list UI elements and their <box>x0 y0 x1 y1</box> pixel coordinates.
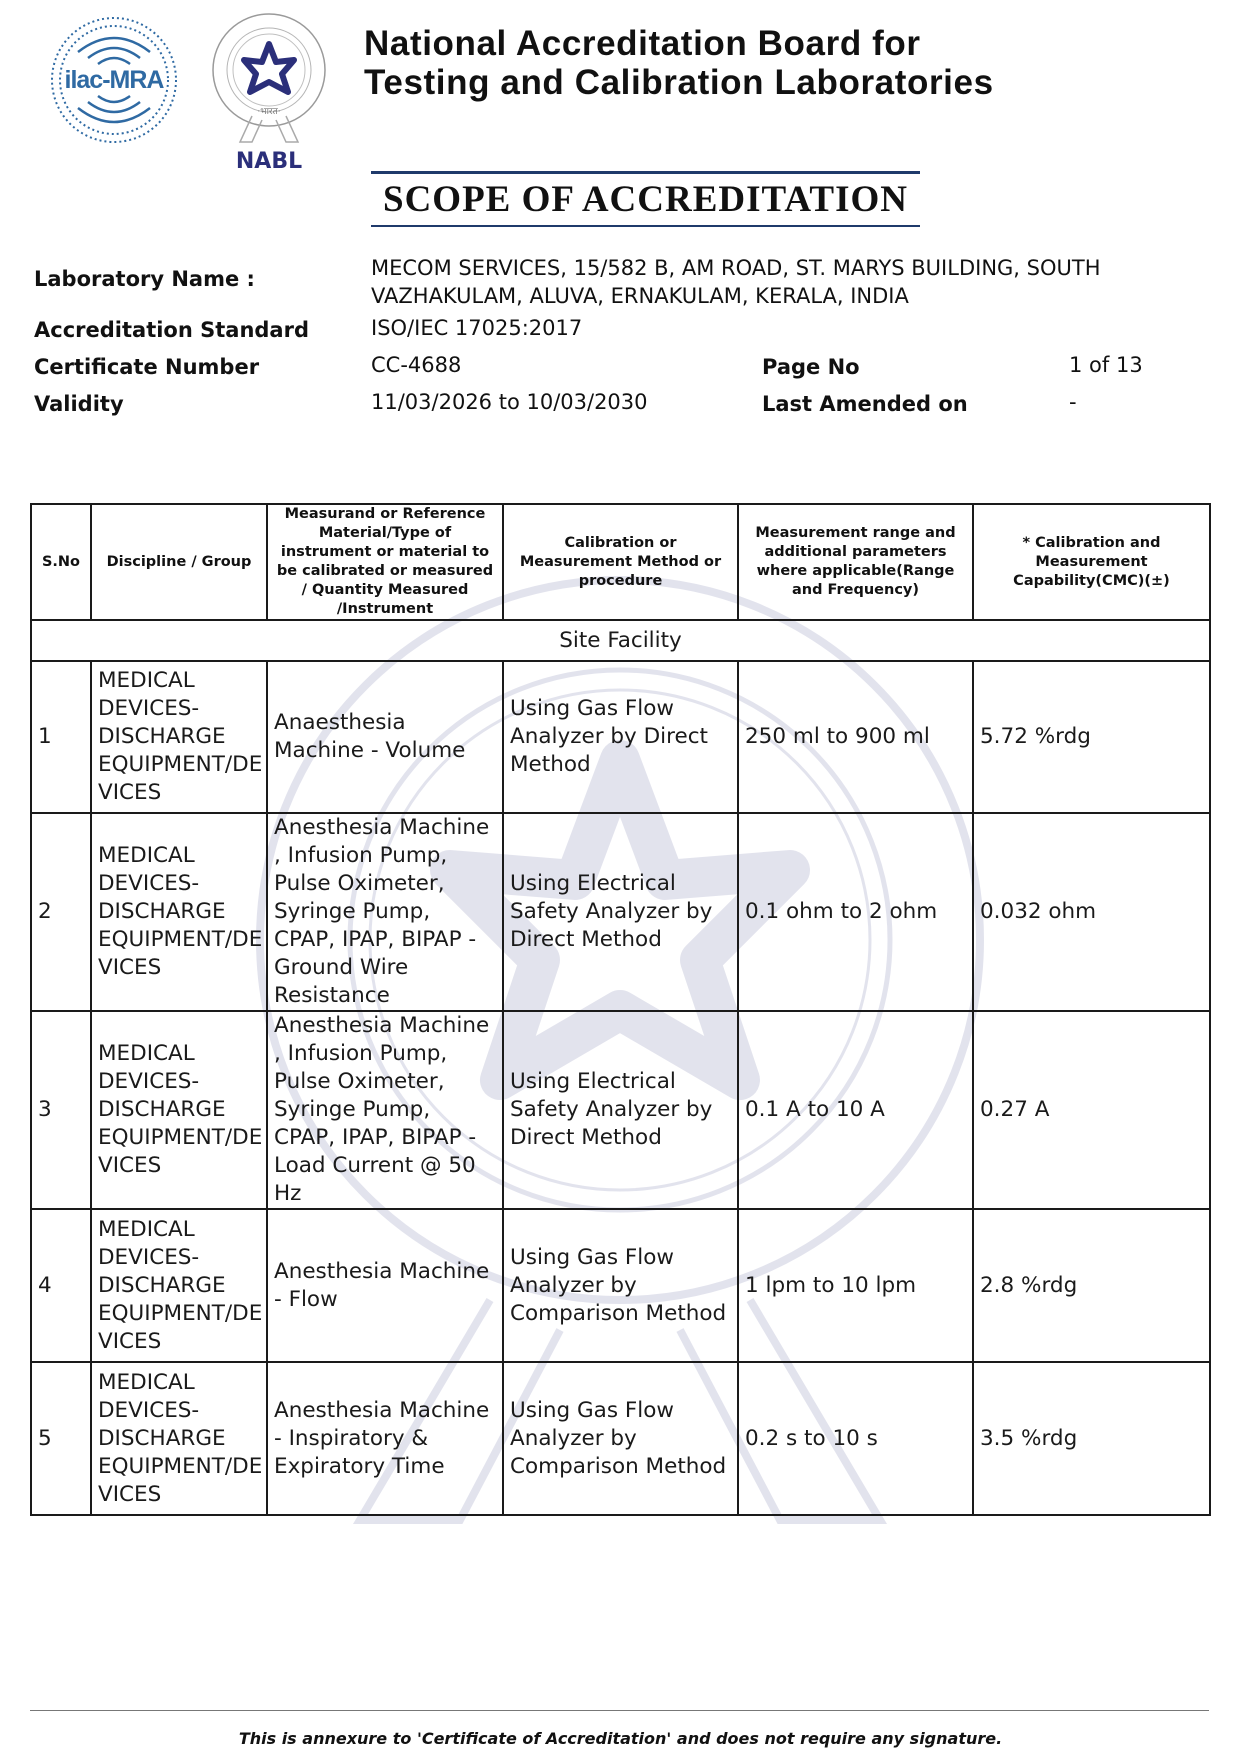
cell-discipline: MEDICAL DEVICES- DISCHARGE EQUIPMENT/DE VICES <box>91 1209 267 1362</box>
cell-range: 0.1 A to 10 A <box>738 1011 973 1209</box>
cell-sno: 2 <box>31 813 91 1011</box>
certificate-value: CC-4688 <box>371 353 462 377</box>
cell-cmc: 2.8 %rdg <box>973 1209 1210 1362</box>
header-cmc: * Calibration and Measurement Capability(CMC)(±) <box>973 504 1210 620</box>
table-row <box>31 1011 1210 1209</box>
cell-measurand: Anesthesia Machine - Inspiratory & Expiratory Time <box>267 1362 503 1515</box>
table-row <box>31 1362 1210 1515</box>
cell-method: Using Gas Flow Analyzer by Comparison Method <box>503 1362 738 1515</box>
cell-cmc: 3.5 %rdg <box>973 1362 1210 1515</box>
validity-label: Validity <box>34 392 124 416</box>
cell-cmc: 0.032 ohm <box>973 813 1210 1011</box>
cell-measurand: Anesthesia Machine - Flow <box>267 1209 503 1362</box>
table-header-row <box>31 504 1210 620</box>
footer-note: This is annexure to 'Certificate of Accreditation' and does not require any signature. <box>238 1729 1003 1748</box>
last-amended-value: - <box>1069 390 1077 414</box>
cell-discipline: MEDICAL DEVICES- DISCHARGE EQUIPMENT/DE VICES <box>91 1011 267 1209</box>
lab-name-line-2: VAZHAKULAM, ALUVA, ERNAKULAM, KERALA, INDIA <box>371 284 909 308</box>
ilac-mra-logo <box>48 14 180 146</box>
cell-sno: 5 <box>31 1362 91 1515</box>
page-value: 1 of 13 <box>1069 353 1143 377</box>
org-title-line-2: Testing and Calibration Laboratories <box>364 63 994 102</box>
cell-sno: 3 <box>31 1011 91 1209</box>
cell-cmc: 0.27 A <box>973 1011 1210 1209</box>
cell-range: 1 lpm to 10 lpm <box>738 1209 973 1362</box>
title-rule-bottom <box>371 225 920 227</box>
cell-range: 0.1 ohm to 2 ohm <box>738 813 973 1011</box>
standard-label: Accreditation Standard <box>34 318 309 342</box>
svg-text:ilac-MRA: ilac-MRA <box>64 66 164 94</box>
org-title-line-1: National Accreditation Board for <box>364 24 921 63</box>
document-title: SCOPE OF ACCREDITATION <box>383 179 908 220</box>
page-label: Page No <box>762 355 860 379</box>
header-discipline: Discipline / Group <box>91 504 267 620</box>
title-rule-top <box>371 171 920 174</box>
header-method: Calibration or Measurement Method or procedure <box>503 504 738 620</box>
section-label: Site Facility <box>31 620 1210 661</box>
svg-text:·भारत·: ·भारत· <box>257 107 281 117</box>
organization-title <box>364 24 994 102</box>
ilac-mra-logo-icon <box>48 14 180 146</box>
lab-name-label: Laboratory Name : <box>34 267 255 291</box>
standard-value: ISO/IEC 17025:2017 <box>371 316 583 340</box>
cell-measurand: Anesthesia Machine , Infusion Pump, Pulse Oximeter, Syringe Pump, CPAP, IPAP, BIPAP - Load Current @ 50 Hz <box>267 1011 503 1209</box>
nabl-star-logo-icon <box>210 12 328 172</box>
svg-text:NABL: NABL <box>235 149 303 172</box>
table-row <box>31 813 1210 1011</box>
certificate-label: Certificate Number <box>34 355 260 379</box>
header-range: Measurement range and additional parameters where applicable(Range and Frequency) <box>738 504 973 620</box>
cell-measurand: Anesthesia Machine , Infusion Pump, Pulse Oximeter, Syringe Pump, CPAP, IPAP, BIPAP - Ground Wire Resistance <box>267 813 503 1011</box>
validity-value: 11/03/2026 to 10/03/2030 <box>371 390 648 414</box>
cell-sno: 1 <box>31 661 91 813</box>
header-measurand: Measurand or Reference Material/Type of instrument or material to be calibrated or measured / Quantity Measured /Instrument <box>267 504 503 620</box>
cell-discipline: MEDICAL DEVICES- DISCHARGE EQUIPMENT/DE VICES <box>91 813 267 1011</box>
last-amended-label: Last Amended on <box>762 392 968 416</box>
header-sno: S.No <box>31 504 91 620</box>
section-row <box>31 620 1210 661</box>
table-row <box>31 1209 1210 1362</box>
cell-method: Using Gas Flow Analyzer by Comparison Method <box>503 1209 738 1362</box>
lab-name-line-1: MECOM SERVICES, 15/582 B, AM ROAD, ST. MARYS BUILDING, SOUTH <box>371 256 1101 280</box>
cell-method: Using Electrical Safety Analyzer by Direct Method <box>503 1011 738 1209</box>
footer-divider <box>30 1710 1209 1711</box>
cell-range: 250 ml to 900 ml <box>738 661 973 813</box>
cell-sno: 4 <box>31 1209 91 1362</box>
cell-measurand: Anaesthesia Machine - Volume <box>267 661 503 813</box>
scope-table <box>30 503 1211 1516</box>
cell-method: Using Gas Flow Analyzer by Direct Method <box>503 661 738 813</box>
cell-discipline: MEDICAL DEVICES- DISCHARGE EQUIPMENT/DE VICES <box>91 1362 267 1515</box>
lab-name-value <box>371 254 1101 310</box>
cell-cmc: 5.72 %rdg <box>973 661 1210 813</box>
cell-range: 0.2 s to 10 s <box>738 1362 973 1515</box>
table-row <box>31 661 1210 813</box>
cell-discipline: MEDICAL DEVICES- DISCHARGE EQUIPMENT/DE VICES <box>91 661 267 813</box>
cell-method: Using Electrical Safety Analyzer by Direct Method <box>503 813 738 1011</box>
nabl-logo <box>210 12 328 172</box>
